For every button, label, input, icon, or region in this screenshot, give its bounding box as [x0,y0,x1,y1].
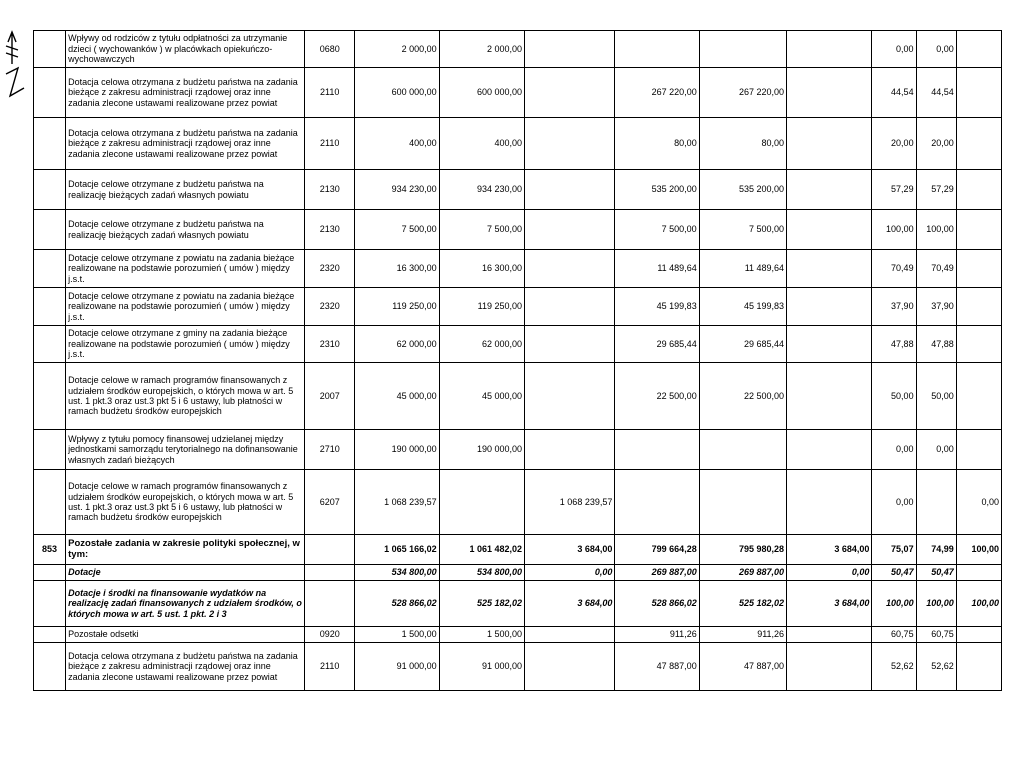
percent-capital-cell [956,363,1001,430]
description-cell: Dotacja celowa otrzymana z budżetu państwa na zadania bieżące z zakresu administracji rządowej oraz inne zadania zlecone ustawami realizowane przez powiat [66,68,305,118]
percent-capital-cell [956,430,1001,470]
percent-total-cell: 100,00 [872,581,916,627]
executed-capital-cell [787,250,872,288]
percent-current-cell: 0,00 [916,430,956,470]
budget-table-body [34,31,1002,691]
percent-total-cell: 52,62 [872,643,916,691]
executed-capital-cell [787,118,872,170]
executed-capital-cell [787,627,872,643]
executed-current-cell: 267 220,00 [699,68,786,118]
percent-current-cell: 37,90 [916,288,956,326]
percent-current-cell: 60,75 [916,627,956,643]
percent-capital-cell [956,210,1001,250]
section-code-cell: 853 [34,535,66,565]
percent-total-cell: 0,00 [872,31,916,68]
executed-capital-cell [787,363,872,430]
planned-total-cell: 7 500,00 [355,210,439,250]
table-row [34,118,1002,170]
executed-capital-cell [787,643,872,691]
section-code-cell [34,565,66,581]
executed-current-cell: 29 685,44 [699,326,786,363]
paragraph-code-cell: 0920 [305,627,355,643]
paragraph-code-cell: 2310 [305,326,355,363]
table-row [34,535,1002,565]
paragraph-code-cell: 6207 [305,470,355,535]
description-cell: Dotacje [66,565,305,581]
planned-current-cell [439,470,524,535]
executed-total-cell: 528 866,02 [615,581,699,627]
table-row [34,170,1002,210]
section-code-cell [34,170,66,210]
planned-current-cell: 400,00 [439,118,524,170]
percent-total-cell: 60,75 [872,627,916,643]
percent-capital-cell [956,31,1001,68]
description-cell: Dotacja celowa otrzymana z budżetu państwa na zadania bieżące z zakresu administracji rządowej oraz inne zadania zlecone ustawami realizowane przez powiat [66,118,305,170]
table-row [34,581,1002,627]
planned-capital-cell: 1 068 239,57 [525,470,615,535]
percent-current-cell: 20,00 [916,118,956,170]
percent-capital-cell [956,118,1001,170]
percent-total-cell: 75,07 [872,535,916,565]
section-code-cell [34,643,66,691]
percent-total-cell: 0,00 [872,430,916,470]
planned-current-cell: 1 500,00 [439,627,524,643]
paragraph-code-cell: 2130 [305,210,355,250]
description-cell: Dotacja celowa otrzymana z budżetu państwa na zadania bieżące z zakresu administracji rządowej oraz inne zadania zlecone ustawami realizowane przez powiat [66,643,305,691]
percent-capital-cell: 100,00 [956,581,1001,627]
planned-current-cell: 525 182,02 [439,581,524,627]
paragraph-code-cell: 2110 [305,118,355,170]
table-row [34,326,1002,363]
percent-current-cell: 70,49 [916,250,956,288]
percent-current-cell: 0,00 [916,31,956,68]
percent-capital-cell: 0,00 [956,470,1001,535]
planned-capital-cell [525,288,615,326]
description-cell: Dotacje celowe w ramach programów finansowanych z udziałem środków europejskich, o których mowa w art. 5 ust. 1 pkt.3 oraz ust.3 pkt 5 i 6 ustawy, lub płatności w ramach budżetu środków europejskich [66,363,305,430]
percent-total-cell: 70,49 [872,250,916,288]
section-code-cell [34,363,66,430]
planned-total-cell: 528 866,02 [355,581,439,627]
executed-current-cell: 795 980,28 [699,535,786,565]
executed-current-cell [699,430,786,470]
planned-total-cell: 16 300,00 [355,250,439,288]
percent-capital-cell [956,170,1001,210]
section-code-cell [34,627,66,643]
percent-current-cell: 100,00 [916,581,956,627]
percent-current-cell: 52,62 [916,643,956,691]
planned-capital-cell [525,627,615,643]
executed-current-cell: 22 500,00 [699,363,786,430]
planned-capital-cell [525,68,615,118]
table-row [34,470,1002,535]
description-cell: Pozostałe odsetki [66,627,305,643]
percent-current-cell: 44,54 [916,68,956,118]
executed-total-cell: 267 220,00 [615,68,699,118]
percent-current-cell: 50,00 [916,363,956,430]
description-cell: Wpływy od rodziców z tytułu odpłatności za utrzymanie dzieci ( wychowanków ) w placówkach opiekuńczo-wychowawczych [66,31,305,68]
executed-total-cell: 11 489,64 [615,250,699,288]
planned-total-cell: 91 000,00 [355,643,439,691]
description-cell: Pozostałe zadania w zakresie polityki społecznej, w tym: [66,535,305,565]
executed-capital-cell [787,288,872,326]
percent-capital-cell [956,288,1001,326]
paragraph-code-cell [305,565,355,581]
executed-capital-cell [787,326,872,363]
percent-capital-cell [956,565,1001,581]
section-code-cell [34,581,66,627]
paragraph-code-cell: 2130 [305,170,355,210]
executed-total-cell: 80,00 [615,118,699,170]
percent-capital-cell [956,68,1001,118]
handwritten-margin-marks [2,30,28,100]
executed-capital-cell: 3 684,00 [787,581,872,627]
planned-total-cell: 534 800,00 [355,565,439,581]
paragraph-code-cell: 2110 [305,68,355,118]
executed-current-cell [699,31,786,68]
executed-total-cell [615,31,699,68]
executed-current-cell: 80,00 [699,118,786,170]
planned-current-cell: 600 000,00 [439,68,524,118]
table-row [34,363,1002,430]
description-cell: Dotacje celowe otrzymane z powiatu na zadania bieżące realizowane na podstawie porozumień ( umów ) między j.s.t. [66,250,305,288]
executed-current-cell: 45 199,83 [699,288,786,326]
executed-current-cell: 269 887,00 [699,565,786,581]
executed-current-cell: 911,26 [699,627,786,643]
executed-total-cell: 47 887,00 [615,643,699,691]
description-cell: Dotacje celowe otrzymane z gminy na zadania bieżące realizowane na podstawie porozumień ( umów ) między j.s.t. [66,326,305,363]
section-code-cell [34,118,66,170]
percent-capital-cell [956,250,1001,288]
executed-total-cell [615,430,699,470]
planned-capital-cell [525,210,615,250]
executed-current-cell: 535 200,00 [699,170,786,210]
executed-current-cell: 11 489,64 [699,250,786,288]
planned-current-cell: 16 300,00 [439,250,524,288]
percent-total-cell: 44,54 [872,68,916,118]
planned-capital-cell: 3 684,00 [525,535,615,565]
planned-current-cell: 7 500,00 [439,210,524,250]
section-code-cell [34,68,66,118]
paragraph-code-cell: 2007 [305,363,355,430]
description-cell: Dotacje celowe w ramach programów finansowanych z udziałem środków europejskich, o których mowa w art. 5 ust. 1 pkt.3 oraz ust.3 pkt 5 i 6 ustawy, lub płatności w ramach budżetu środków europejskich [66,470,305,535]
planned-total-cell: 62 000,00 [355,326,439,363]
percent-total-cell: 0,00 [872,470,916,535]
planned-capital-cell [525,430,615,470]
planned-capital-cell: 3 684,00 [525,581,615,627]
section-code-cell [34,250,66,288]
table-row [34,430,1002,470]
executed-current-cell: 7 500,00 [699,210,786,250]
planned-current-cell: 190 000,00 [439,430,524,470]
percent-current-cell: 47,88 [916,326,956,363]
executed-capital-cell [787,31,872,68]
planned-total-cell: 119 250,00 [355,288,439,326]
executed-capital-cell: 0,00 [787,565,872,581]
table-row [34,68,1002,118]
table-row [34,210,1002,250]
planned-current-cell: 934 230,00 [439,170,524,210]
table-row [34,565,1002,581]
section-code-cell [34,430,66,470]
executed-total-cell: 45 199,83 [615,288,699,326]
executed-capital-cell [787,430,872,470]
paragraph-code-cell: 2320 [305,250,355,288]
percent-capital-cell [956,643,1001,691]
planned-total-cell: 45 000,00 [355,363,439,430]
budget-table [33,30,1002,691]
planned-total-cell: 600 000,00 [355,68,439,118]
percent-current-cell: 50,47 [916,565,956,581]
description-cell: Dotacje celowe otrzymane z budżetu państwa na realizację bieżących zadań własnych powiatu [66,210,305,250]
percent-total-cell: 47,88 [872,326,916,363]
planned-total-cell: 2 000,00 [355,31,439,68]
executed-total-cell: 799 664,28 [615,535,699,565]
percent-total-cell: 50,47 [872,565,916,581]
planned-current-cell: 62 000,00 [439,326,524,363]
paragraph-code-cell: 0680 [305,31,355,68]
planned-current-cell: 45 000,00 [439,363,524,430]
percent-total-cell: 100,00 [872,210,916,250]
planned-current-cell: 534 800,00 [439,565,524,581]
percent-total-cell: 57,29 [872,170,916,210]
executed-capital-cell: 3 684,00 [787,535,872,565]
executed-total-cell: 911,26 [615,627,699,643]
executed-total-cell: 22 500,00 [615,363,699,430]
planned-total-cell: 934 230,00 [355,170,439,210]
section-code-cell [34,326,66,363]
planned-total-cell: 1 065 166,02 [355,535,439,565]
executed-current-cell: 47 887,00 [699,643,786,691]
executed-total-cell: 29 685,44 [615,326,699,363]
percent-total-cell: 37,90 [872,288,916,326]
section-code-cell [34,470,66,535]
section-code-cell [34,210,66,250]
percent-current-cell [916,470,956,535]
executed-capital-cell [787,68,872,118]
executed-capital-cell [787,470,872,535]
planned-capital-cell [525,363,615,430]
executed-total-cell: 269 887,00 [615,565,699,581]
table-row [34,627,1002,643]
executed-total-cell [615,470,699,535]
executed-total-cell: 535 200,00 [615,170,699,210]
planned-total-cell: 400,00 [355,118,439,170]
paragraph-code-cell [305,581,355,627]
paragraph-code-cell [305,535,355,565]
planned-capital-cell [525,643,615,691]
planned-current-cell: 2 000,00 [439,31,524,68]
percent-current-cell: 100,00 [916,210,956,250]
percent-current-cell: 57,29 [916,170,956,210]
percent-capital-cell [956,326,1001,363]
planned-current-cell: 91 000,00 [439,643,524,691]
paragraph-code-cell: 2320 [305,288,355,326]
description-cell: Wpływy z tytułu pomocy finansowej udzielanej między jednostkami samorządu terytorialnego na dofinansowanie własnych zadań bieżących [66,430,305,470]
planned-total-cell: 1 068 239,57 [355,470,439,535]
executed-capital-cell [787,210,872,250]
planned-total-cell: 190 000,00 [355,430,439,470]
table-row [34,288,1002,326]
planned-current-cell: 119 250,00 [439,288,524,326]
table-row [34,31,1002,68]
table-row [34,250,1002,288]
planned-capital-cell [525,170,615,210]
planned-capital-cell [525,31,615,68]
executed-capital-cell [787,170,872,210]
planned-capital-cell [525,118,615,170]
executed-total-cell: 7 500,00 [615,210,699,250]
planned-capital-cell [525,250,615,288]
planned-capital-cell [525,326,615,363]
description-cell: Dotacje i środki na finansowanie wydatków na realizację zadań finansowanych z udziałem środków, o których mowa w art. 5 ust. 1 pkt. 2 i 3 [66,581,305,627]
table-row [34,643,1002,691]
paragraph-code-cell: 2110 [305,643,355,691]
planned-total-cell: 1 500,00 [355,627,439,643]
percent-current-cell: 74,99 [916,535,956,565]
executed-current-cell [699,470,786,535]
description-cell: Dotacje celowe otrzymane z budżetu państwa na realizację bieżących zadań własnych powiatu [66,170,305,210]
planned-capital-cell: 0,00 [525,565,615,581]
percent-capital-cell: 100,00 [956,535,1001,565]
section-code-cell [34,31,66,68]
percent-total-cell: 50,00 [872,363,916,430]
percent-capital-cell [956,627,1001,643]
percent-total-cell: 20,00 [872,118,916,170]
paragraph-code-cell: 2710 [305,430,355,470]
planned-current-cell: 1 061 482,02 [439,535,524,565]
executed-current-cell: 525 182,02 [699,581,786,627]
section-code-cell [34,288,66,326]
description-cell: Dotacje celowe otrzymane z powiatu na zadania bieżące realizowane na podstawie porozumień ( umów ) między j.s.t. [66,288,305,326]
